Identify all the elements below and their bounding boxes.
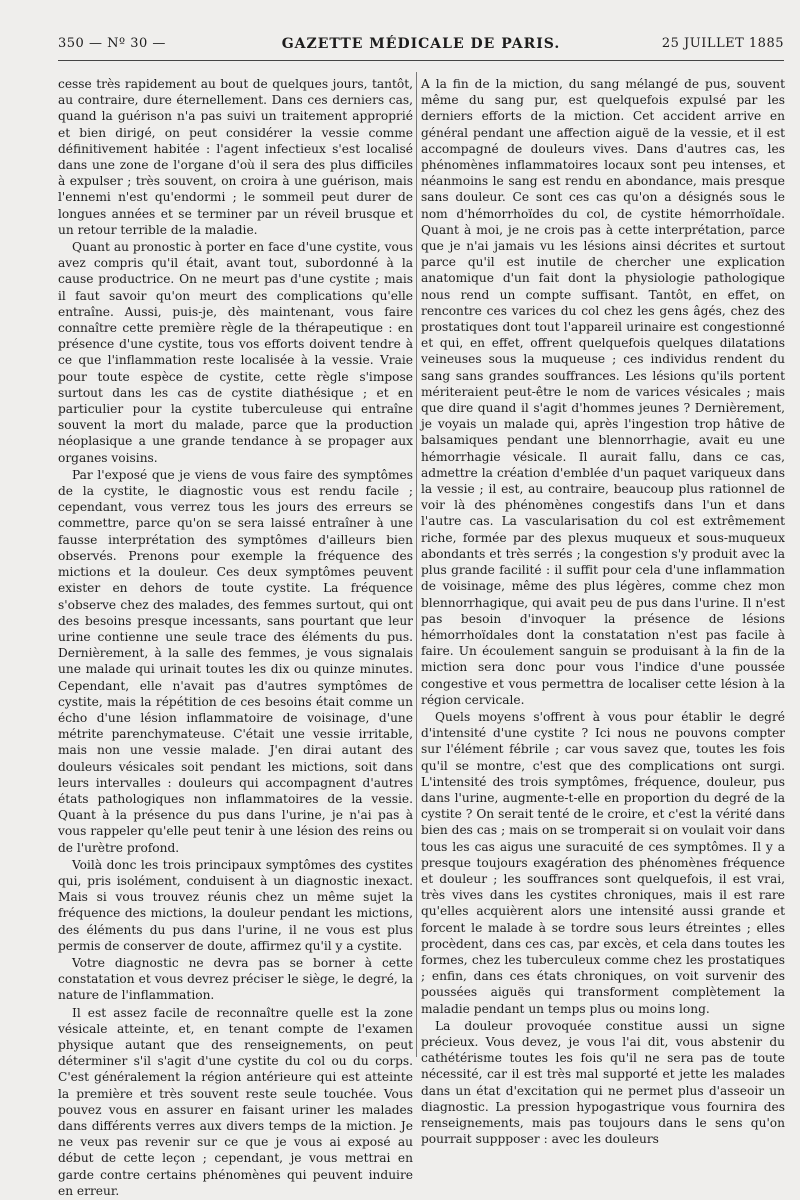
column-divider [416, 72, 417, 1057]
journal-title: GAZETTE MÉDICALE DE PARIS. [281, 36, 561, 52]
paragraph: Quels moyens s'offrent à vous pour établir le degré d'intensité d'une cystite ? Ici nous ne pouvons compter sur l'élément fébrile ; car vous savez que, toutes les fois qu'il se montre, c'est que des complications ont surgi. L'intensité des trois symptômes, fréquence, douleur, pus dans l'urine, augmente-t-elle en proportion du degré de la cystite ? On serait tenté de le croire, et c'est la vérité dans bien des cas ; mais on se tromperait si on voulait voir dans tous les cas aigus une suracuité de ces symptômes. Il y a presque toujours exagération des phénomènes fréquence et douleur ; les souffrances sont quelquefois, il est vrai, très vives dans les cystites chroniques, mais il est rare qu'elles acquièrent alors une intensité aussi grande et forcent le malade à se tordre sous leurs étreintes ; elles procèdent, dans ces cas, par excès, et cela dans toutes les formes, chez les tuberculeux comme chez les prostatiques ; enfin, dans ces états chroniques, on voit survenir des poussées aiguës qui transforment complètement la maladie pendant un temps plus ou moins long. [421, 709, 785, 1016]
paragraph: Il est assez facile de reconnaître quelle est la zone vésicale atteinte, et, en tenant compte de l'examen physique autant que des renseignements, on peut déterminer s'il s'agit d'une cystite du col ou du corps. C'est généralement la région antérieure qui est atteinte la première et très souvent reste seule touchée. Vous pouvez vous en assurer en faisant uriner les malades dans différents verres aux divers temps de la miction. Je ne veux pas revenir sur ce que je vous ai exposé au début de cette leçon ; cependant, je vous mettrai en garde contre certains phénomènes qui peuvent induire en erreur. [58, 1005, 413, 1198]
paragraph: La douleur provoquée constitue aussi un signe précieux. Vous devez, je vous l'ai dit, vous abstenir du cathétérisme toutes les fois qu'il ne sera pas de toute nécessité, car il est très mal supporté et jette les malades dans un état d'excitation qui ne permet plus d'asseoir un diagnostic. La pression hypogastrique vous fournira des renseignements, mais pas toujours dans le sens qu'on pourrait suppposer : avec les douleurs [421, 1018, 785, 1147]
paragraph: Par l'exposé que je viens de vous faire des symptômes de la cystite, le diagnostic vous est rendu facile ; cependant, vous verrez tous les jours des erreurs se commettre, parce qu'on se sera laissé entraîner à une fausse interprétation des symptômes d'ailleurs bien observés. Prenons pour exemple la fréquence des mictions et la douleur. Ces deux symptômes peuvent exister en dehors de toute cystite. La fréquence s'observe chez des malades, des femmes surtout, qui ont des besoins presque incessants, sans pourtant que leur urine contienne une seule trace des éléments du pus. Dernièrement, à la salle des femmes, je vous signalais une malade qui urinait toutes les dix ou quinze minutes. Cependant, elle n'avait pas d'autres symptômes de cystite, mais la répétition de ces besoins était comme un écho d'une lésion inflammatoire de voisinage, d'une métrite parenchymateuse. C'était une vessie irritable, mais non une vessie malade. J'en dirai autant des douleurs vésicales soit pendant les mictions, soit dans leurs intervalles : douleurs qui accompagnent d'autres états pathologiques non inflammatoires de la vessie. Quant à la présence du pus dans l'urine, je n'ai pas à vous rappeler qu'elle peut tenir à une lésion des reins ou de l'urètre profond. [58, 467, 413, 855]
page-header [58, 36, 784, 61]
left-column [58, 76, 413, 1200]
paragraph: A la fin de la miction, du sang mélangé de pus, souvent même du sang pur, est quelquefois expulsé par les derniers efforts de la miction. Cet accident arrive en général pendant une affection aiguë de la vessie, et il est accompagné de douleurs vives. Dans d'autres cas, les phénomènes inflammatoires locaux sont peu intenses, et néanmoins le sang est rendu en abondance, mais presque sans douleur. Ce sont ces cas qu'on a désignés sous le nom d'hémorrhoïdes du col, de cystite hémorrhoïdale. Quant à moi, je ne crois pas à cette interprétation, parce que je n'ai jamais vu les lésions ainsi décrites et surtout parce qu'il est inutile de chercher une explication anatomique d'un fait dont la physiologie pathologique nous rend un compte suffisant. Tantôt, en effet, on rencontre ces varices du col chez les gens âgés, chez des prostatiques dont tout l'appareil urinaire est congestionné et qui, en effet, offrent quelquefois quelques dilatations veineuses sous la muqueuse ; ces individus rendent du sang sans grandes souffrances. Les lésions qu'ils portent mériteraient peut-être le nom de varices vésicales ; mais que dire quand il s'agit d'hommes jeunes ? Dernièrement, je voyais un malade qui, après l'ingestion trop hâtive de balsamiques pendant une blennorrhagie, avait eu une hémorrhagie vésicale. Il aurait fallu, dans ce cas, admettre la création d'emblée d'un paquet variqueux dans la vessie ; il est, au contraire, beaucoup plus rationnel de voir là des phénomènes congestifs dans l'un et dans l'autre cas. La vascularisation du col est extrêmement riche, formée par des plexus muqueux et sous-muqueux abondants et très serrés ; la congestion s'y produit avec la plus grande facilité : il suffit pour cela d'une inflammation de voisinage, même des plus légères, comme chez mon blennorrhagique, qui avait peu de pus dans l'urine. Il n'est pas besoin d'invoquer la présence de lésions hémorrhoïdales dont la constatation n'est pas facile à faire. Un écoulement sanguin se produisant à la fin de la miction sera donc pour vous l'indice d'une poussée congestive et vous permettra de localiser cette lésion à la région cervicale. [421, 77, 785, 707]
issue-date: 25 JUILLET 1885 [661, 36, 784, 51]
paragraph: cesse très rapidement au bout de quelques jours, tantôt, au contraire, dure éternellement. Dans ces derniers cas, quand la guérison n'a pas suivi un traitement approprié et bien dirigé, on peut considérer la vessie comme définitivement habitée : l'agent infectieux s'est localisé dans une zone de l'organe d'où il sera des plus difficiles à expulser ; très souvent, on croira à une guérison, mais l'ennemi n'est qu'endormi ; le sommeil peut durer de longues années et se terminer par un réveil brusque et un retour terrible de la maladie. [58, 77, 413, 237]
page-number: 350 — Nº 30 — [58, 36, 166, 51]
right-column [421, 76, 785, 1148]
paragraph: Votre diagnostic ne devra pas se borner à cette constatation et vous devrez préciser le siège, le degré, la nature de l'inflammation. [58, 955, 413, 1003]
paragraph: Quant au pronostic à porter en face d'une cystite, vous avez compris qu'il était, avant tout, subordonné à la cause productrice. On ne meurt pas d'une cystite ; mais il faut savoir qu'on meurt des complications qu'elle entraîne. Aussi, puis-je, dès maintenant, vous faire connaître cette première règle de la thérapeutique : en présence d'une cystite, tous vos efforts doivent tendre à ce que l'inflammation reste localisée à la vessie. Vraie pour toute espèce de cystite, cette règle s'impose surtout dans les cas de cystite diathésique ; et en particulier pour la cystite tuberculeuse qui entraîne souvent la mort du malade, parce que la production néoplasique a une grande tendance à se propager aux organes voisins. [58, 240, 413, 465]
paragraph: Voilà donc les trois principaux symptômes des cystites qui, pris isolément, conduisent à un diagnostic inexact. Mais si vous trouvez réunis chez un même sujet la fréquence des mictions, la douleur pendant les mictions, des éléments du pus dans l'urine, il ne vous est plus permis de conserver de doute, affirmez qu'il y a cystite. [58, 857, 413, 953]
